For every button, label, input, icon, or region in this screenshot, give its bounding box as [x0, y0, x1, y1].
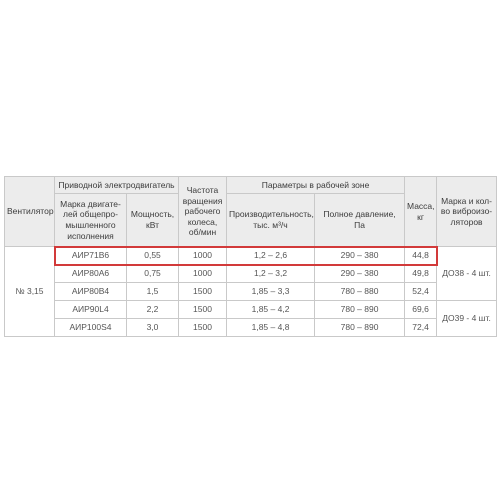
mass-cell: 44,8 — [405, 247, 437, 265]
motor-cell: АИР100S4 — [55, 319, 127, 337]
mass-cell: 69,6 — [405, 301, 437, 319]
capacity-cell: 1,85 – 3,3 — [227, 283, 315, 301]
header-params: Параметры в рабочей зоне — [227, 177, 405, 194]
header-mass: Масса, кг — [405, 177, 437, 247]
pressure-cell: 780 – 890 — [315, 301, 405, 319]
mass-cell: 49,8 — [405, 265, 437, 283]
pressure-cell: 290 – 380 — [315, 265, 405, 283]
table-row — [5, 301, 497, 319]
motor-cell: АИР80А6 — [55, 265, 127, 283]
capacity-cell: 1,85 – 4,2 — [227, 301, 315, 319]
rpm-cell: 1000 — [179, 247, 227, 265]
header-power: Мощность, кВт — [127, 194, 179, 247]
power-cell: 2,2 — [127, 301, 179, 319]
rpm-cell: 1500 — [179, 319, 227, 337]
motor-cell: АИР71В6 — [55, 247, 127, 265]
header-drive-motor: Приводной электродвигатель — [55, 177, 179, 194]
power-cell: 0,75 — [127, 265, 179, 283]
pressure-cell: 780 – 880 — [315, 283, 405, 301]
header-fan: Вентилятор — [5, 177, 55, 247]
spec-table-container — [4, 176, 496, 337]
motor-cell: АИР90L4 — [55, 301, 127, 319]
mass-cell: 52,4 — [405, 283, 437, 301]
table-row — [5, 247, 497, 265]
header-isolators: Марка и кол-во виброизо-ляторов — [437, 177, 497, 247]
header-motor-brand: Марка двигате-лей общепро-мышленного исполнения — [55, 194, 127, 247]
power-cell: 1,5 — [127, 283, 179, 301]
header-pressure: Полное давление, Па — [315, 194, 405, 247]
pressure-cell: 290 – 380 — [315, 247, 405, 265]
header-rpm: Частота вращения рабочего колеса, об/мин — [179, 177, 227, 247]
table-row — [5, 319, 497, 337]
power-cell: 0,55 — [127, 247, 179, 265]
mass-cell: 72,4 — [405, 319, 437, 337]
table-row — [5, 265, 497, 283]
fan-spec-table — [4, 176, 497, 337]
isolator-cell: ДО38 - 4 шт. — [437, 247, 497, 301]
rpm-cell: 1500 — [179, 283, 227, 301]
fan-name-cell: № 3,15 — [5, 247, 55, 337]
isolator-cell: ДО39 - 4 шт. — [437, 301, 497, 337]
capacity-cell: 1,2 – 2,6 — [227, 247, 315, 265]
rpm-cell: 1000 — [179, 265, 227, 283]
capacity-cell: 1,85 – 4,8 — [227, 319, 315, 337]
header-capacity: Производительность, тыс. м³/ч — [227, 194, 315, 247]
pressure-cell: 780 – 890 — [315, 319, 405, 337]
power-cell: 3,0 — [127, 319, 179, 337]
motor-cell: АИР80В4 — [55, 283, 127, 301]
rpm-cell: 1500 — [179, 301, 227, 319]
capacity-cell: 1,2 – 3,2 — [227, 265, 315, 283]
header-row-1 — [5, 177, 497, 194]
table-row — [5, 283, 497, 301]
